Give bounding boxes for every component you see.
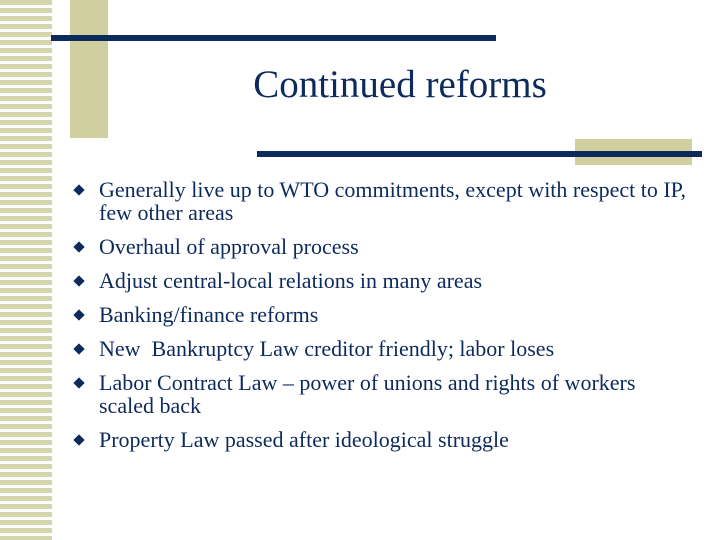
bullet-text: Labor Contract Law – power of unions and rights of workers scaled back [99,370,636,418]
decorative-stripes [0,0,52,540]
bullet-text: Adjust central-local relations in many areas [99,268,483,293]
diamond-bullet-icon [73,343,84,354]
bullet-text: Property Law passed after ideological struggle [99,427,509,452]
bullet-item [72,269,692,292]
title-rule-bottom [257,151,702,157]
bullet-text: Overhaul of approval process [99,234,359,259]
diamond-bullet-icon [73,275,84,286]
slide-title: Continued reforms [253,63,547,106]
bullet-item [72,235,692,258]
diamond-bullet-icon [73,434,84,445]
title-rule-top [51,35,496,41]
bullet-item [72,371,692,417]
diamond-bullet-icon [73,377,84,388]
bullet-text: Banking/finance reforms [99,302,319,327]
bullet-item [72,303,692,326]
bullet-item [72,337,692,360]
accent-block-top [70,0,108,138]
diamond-bullet-icon [73,241,84,252]
diamond-bullet-icon [73,184,84,195]
bullet-text: Generally live up to WTO commitments, except with respect to IP, few other areas [99,177,686,225]
bullet-item [72,178,692,224]
bullet-item [72,428,692,451]
bullet-list [72,178,692,462]
bullet-text: New Bankruptcy Law creditor friendly; labor loses [99,336,555,361]
diamond-bullet-icon [73,309,84,320]
